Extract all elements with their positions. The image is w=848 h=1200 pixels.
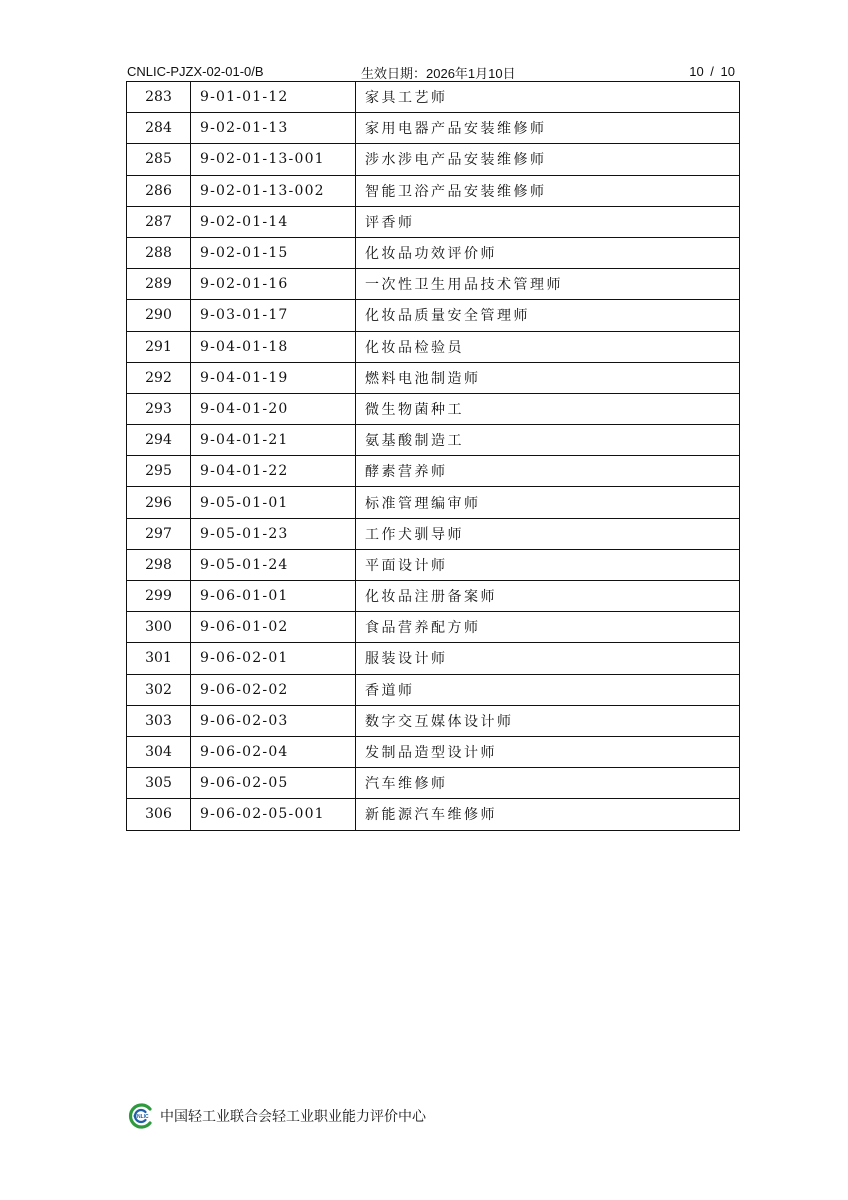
occupation-name: 微生物菌种工 <box>356 393 740 424</box>
occupation-code: 9-06-02-01 <box>191 643 356 674</box>
table-row <box>127 768 740 799</box>
occupation-name: 家用电器产品安装维修师 <box>356 113 740 144</box>
table-row <box>127 581 740 612</box>
occupation-name: 评香师 <box>356 206 740 237</box>
occupation-name: 家具工艺师 <box>356 82 740 113</box>
occupation-name: 发制品造型设计师 <box>356 736 740 767</box>
table-row <box>127 643 740 674</box>
table-row <box>127 206 740 237</box>
table-row <box>127 237 740 268</box>
table-row <box>127 487 740 518</box>
occupation-name: 服装设计师 <box>356 643 740 674</box>
document-code: CNLIC-PJZX-02-01-0/B <box>127 64 264 79</box>
occupation-code: 9-03-01-17 <box>191 300 356 331</box>
occupation-name: 平面设计师 <box>356 549 740 580</box>
row-number: 290 <box>127 300 191 331</box>
occupation-name: 燃料电池制造师 <box>356 362 740 393</box>
occupation-code: 9-06-02-04 <box>191 736 356 767</box>
occupation-code: 9-02-01-13-001 <box>191 144 356 175</box>
table-row <box>127 393 740 424</box>
occupation-name: 化妆品质量安全管理师 <box>356 300 740 331</box>
row-number: 306 <box>127 799 191 830</box>
row-number: 301 <box>127 643 191 674</box>
row-number: 292 <box>127 362 191 393</box>
row-number: 284 <box>127 113 191 144</box>
row-number: 289 <box>127 269 191 300</box>
occupation-code: 9-02-01-16 <box>191 269 356 300</box>
table-row <box>127 736 740 767</box>
occupation-code: 9-06-02-02 <box>191 674 356 705</box>
table-row <box>127 456 740 487</box>
row-number: 285 <box>127 144 191 175</box>
row-number: 297 <box>127 518 191 549</box>
cnlic-logo-icon <box>126 1103 156 1129</box>
occupation-name: 化妆品功效评价师 <box>356 237 740 268</box>
row-number: 288 <box>127 237 191 268</box>
occupation-code: 9-06-01-01 <box>191 581 356 612</box>
occupation-code: 9-06-02-03 <box>191 705 356 736</box>
occupation-name: 涉水涉电产品安装维修师 <box>356 144 740 175</box>
table-row <box>127 331 740 362</box>
row-number: 296 <box>127 487 191 518</box>
occupation-name: 标准管理编审师 <box>356 487 740 518</box>
occupation-code: 9-06-02-05 <box>191 768 356 799</box>
row-number: 295 <box>127 456 191 487</box>
table-row <box>127 549 740 580</box>
occupation-code: 9-06-01-02 <box>191 612 356 643</box>
table-row <box>127 175 740 206</box>
effective-date: 生效日期：2026年1月10日 <box>361 66 516 81</box>
occupation-table <box>126 81 740 831</box>
occupation-name: 一次性卫生用品技术管理师 <box>356 269 740 300</box>
occupation-code: 9-04-01-22 <box>191 456 356 487</box>
occupation-code: 9-06-02-05-001 <box>191 799 356 830</box>
table-row <box>127 362 740 393</box>
row-number: 293 <box>127 393 191 424</box>
occupation-name: 酵素营养师 <box>356 456 740 487</box>
row-number: 298 <box>127 549 191 580</box>
occupation-code: 9-02-01-14 <box>191 206 356 237</box>
occupation-name: 工作犬驯导师 <box>356 518 740 549</box>
row-number: 287 <box>127 206 191 237</box>
table-row <box>127 425 740 456</box>
occupation-code: 9-02-01-15 <box>191 237 356 268</box>
logo-text: CNLIC <box>133 1114 149 1120</box>
occupation-code: 9-05-01-23 <box>191 518 356 549</box>
occupation-name: 香道师 <box>356 674 740 705</box>
row-number: 286 <box>127 175 191 206</box>
table-row <box>127 674 740 705</box>
row-number: 291 <box>127 331 191 362</box>
occupation-code: 9-04-01-20 <box>191 393 356 424</box>
occupation-code: 9-05-01-01 <box>191 487 356 518</box>
row-number: 303 <box>127 705 191 736</box>
row-number: 294 <box>127 425 191 456</box>
page-number: 10 / 10 <box>689 64 735 79</box>
table-row <box>127 799 740 830</box>
table-row <box>127 269 740 300</box>
page-header <box>127 62 739 82</box>
occupation-code: 9-02-01-13-002 <box>191 175 356 206</box>
occupation-code: 9-02-01-13 <box>191 113 356 144</box>
page-footer <box>126 1103 426 1129</box>
table-row <box>127 144 740 175</box>
occupation-name: 数字交互媒体设计师 <box>356 705 740 736</box>
row-number: 283 <box>127 82 191 113</box>
occupation-name: 氨基酸制造工 <box>356 425 740 456</box>
occupation-name: 新能源汽车维修师 <box>356 799 740 830</box>
occupation-code: 9-04-01-21 <box>191 425 356 456</box>
occupation-name: 智能卫浴产品安装维修师 <box>356 175 740 206</box>
table-row <box>127 518 740 549</box>
occupation-name: 化妆品注册备案师 <box>356 581 740 612</box>
table-row <box>127 300 740 331</box>
occupation-code: 9-04-01-19 <box>191 362 356 393</box>
occupation-name: 汽车维修师 <box>356 768 740 799</box>
organization-name: 中国轻工业联合会轻工业职业能力评价中心 <box>160 1109 426 1125</box>
table-row <box>127 113 740 144</box>
occupation-code: 9-04-01-18 <box>191 331 356 362</box>
table-row <box>127 705 740 736</box>
row-number: 300 <box>127 612 191 643</box>
table-row <box>127 612 740 643</box>
row-number: 305 <box>127 768 191 799</box>
row-number: 302 <box>127 674 191 705</box>
occupation-name: 食品营养配方师 <box>356 612 740 643</box>
occupation-code: 9-01-01-12 <box>191 82 356 113</box>
row-number: 304 <box>127 736 191 767</box>
occupation-name: 化妆品检验员 <box>356 331 740 362</box>
occupation-code: 9-05-01-24 <box>191 549 356 580</box>
table-row <box>127 82 740 113</box>
row-number: 299 <box>127 581 191 612</box>
